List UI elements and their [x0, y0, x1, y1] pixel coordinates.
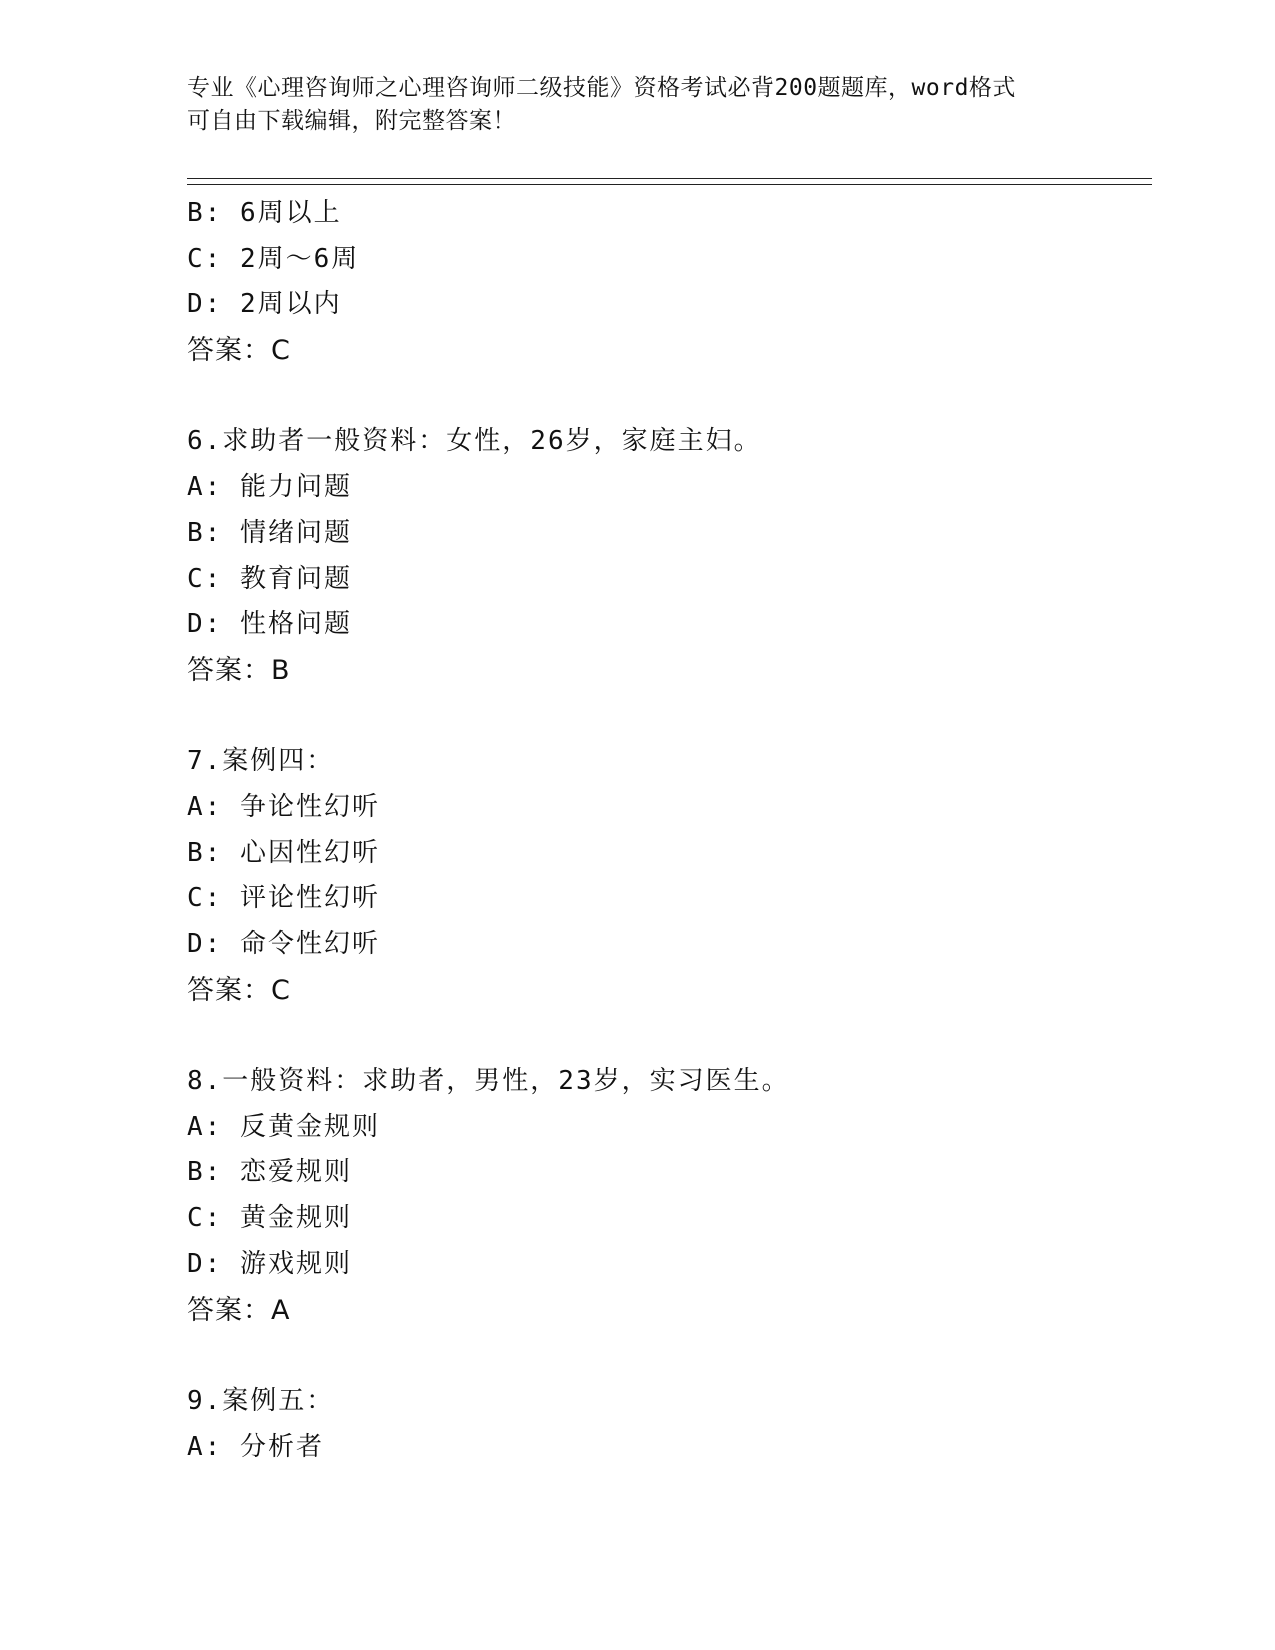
document-header: [187, 72, 1087, 138]
question-text: 8.一般资料：求助者，男性，23岁，实习医生。: [187, 1066, 790, 1097]
option-a: A: 能力问题: [187, 472, 352, 503]
answer-line: 答案：C: [187, 335, 291, 367]
question-block-9: [187, 1379, 1147, 1470]
spacer: [187, 694, 1147, 740]
question-block-5: [187, 191, 1147, 374]
header-title-line-2: 可自由下载编辑，附完整答案！: [187, 108, 516, 134]
option-c: C: 评论性幻听: [187, 883, 380, 914]
header-title-line-1: 专业《心理咨询师之心理咨询师二级技能》资格考试必背200题题库，word格式: [187, 75, 1016, 101]
answer-line: 答案：B: [187, 654, 291, 686]
option-d: D: 游戏规则: [187, 1248, 352, 1279]
spacer: [187, 1013, 1147, 1059]
option-a: A: 争论性幻听: [187, 791, 380, 822]
question-text: 6.求助者一般资料：女性，26岁，家庭主妇。: [187, 426, 762, 457]
option-c: C: 黄金规则: [187, 1203, 352, 1234]
answer-line: 答案：A: [187, 1294, 291, 1326]
spacer: [187, 1333, 1147, 1379]
option-d: D: 性格问题: [187, 609, 352, 640]
question-block-7: [187, 739, 1147, 1013]
header-divider-bottom: [187, 184, 1152, 185]
question-block-8: [187, 1059, 1147, 1333]
header-divider-top: [187, 178, 1152, 179]
spacer: [187, 374, 1147, 420]
option-a: A: 分析者: [187, 1431, 324, 1462]
option-b: B: 恋爱规则: [187, 1157, 352, 1188]
answer-line: 答案：C: [187, 974, 291, 1006]
option-d: D: 2周以内: [187, 289, 342, 320]
option-b: B: 心因性幻听: [187, 837, 380, 868]
option-a: A: 反黄金规则: [187, 1111, 380, 1142]
option-b: B: 6周以上: [187, 198, 342, 228]
question-text: 9.案例五：: [187, 1385, 335, 1416]
question-block-6: [187, 419, 1147, 693]
option-c: C: 教育问题: [187, 563, 352, 594]
option-c: C: 2周～6周: [187, 243, 360, 274]
question-text: 7.案例四：: [187, 746, 335, 777]
question-list: [187, 191, 1147, 1470]
option-b: B: 情绪问题: [187, 517, 352, 548]
option-d: D: 命令性幻听: [187, 929, 380, 959]
